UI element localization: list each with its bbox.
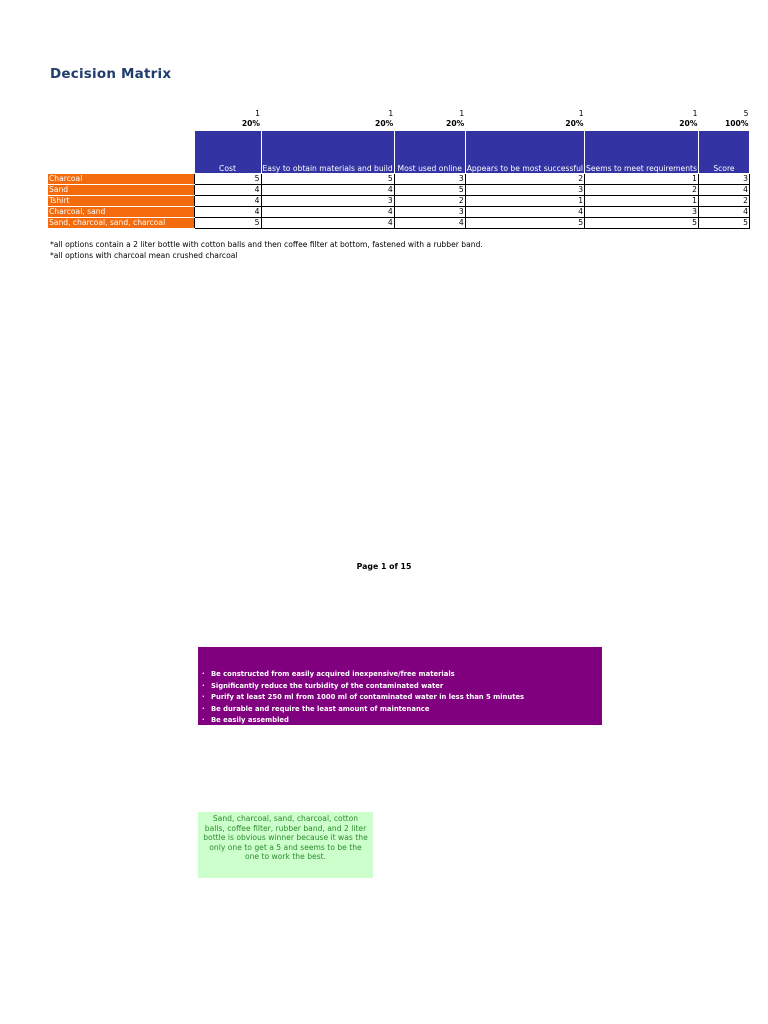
bullet-icon: · — [202, 681, 205, 690]
bullet-icon: · — [202, 716, 205, 724]
score-cell: 3 — [465, 185, 584, 196]
requirements-list — [202, 669, 602, 727]
weight-cell: 1 — [255, 109, 260, 118]
weight-cell: 1 — [388, 109, 394, 118]
weights-row — [48, 107, 749, 119]
weight-cell: 5 — [743, 109, 749, 118]
option-label: Sand, charcoal, sand, charcoal — [48, 218, 194, 229]
total-score-cell: 4 — [698, 207, 749, 218]
header-most-used-online: Most used online — [394, 131, 465, 174]
score-cell: 3 — [261, 196, 394, 207]
header-cost: Cost — [194, 131, 261, 174]
total-score-cell: 4 — [698, 185, 749, 196]
page-number: Page 1 of 15 — [356, 562, 412, 571]
requirement-text: Be easily assembled — [211, 716, 289, 724]
score-cell: 1 — [465, 196, 584, 207]
score-cell: 4 — [394, 218, 465, 229]
requirement-text: Be constructed from easily acquired inexpensive/free materials — [211, 670, 455, 678]
requirement-text: Purify at least 250 ml from 1000 ml of contaminated water in less than 5 minutes — [211, 693, 525, 701]
percent-cell: 100% — [724, 119, 749, 128]
page-title: Decision Matrix — [50, 66, 172, 82]
percent-cell: 20% — [565, 119, 584, 128]
score-cell: 4 — [261, 207, 394, 218]
score-cell: 5 — [194, 174, 261, 185]
table-row — [48, 185, 749, 196]
percents-row — [48, 119, 749, 131]
score-cell: 3 — [394, 207, 465, 218]
header-meet-requirements: Seems to meet requirements — [585, 131, 699, 174]
percent-cell: 20% — [375, 119, 394, 128]
decision-matrix-table — [48, 107, 750, 229]
header-score: Score — [698, 131, 749, 174]
score-cell: 2 — [394, 196, 465, 207]
table-row — [48, 174, 749, 185]
requirement-text: Significantly reduce the turbidity of the contaminated water — [211, 681, 444, 690]
percent-cell: 20% — [446, 119, 465, 128]
percent-cell: 20% — [679, 119, 698, 128]
requirements-box — [198, 647, 602, 725]
header-most-successful: Appears to be most successful — [465, 131, 584, 174]
footnotes — [50, 240, 483, 261]
score-cell: 5 — [394, 185, 465, 196]
score-cell: 4 — [194, 196, 261, 207]
header-easy-to-obtain: Easy to obtain materials and build — [261, 131, 394, 174]
score-cell: 5 — [465, 218, 584, 229]
list-item — [202, 715, 602, 727]
total-score-cell: 5 — [698, 218, 749, 229]
total-score-cell: 3 — [698, 174, 749, 185]
footnote: *all options contain a 2 liter bottle with cotton balls and then coffee filter at bottom, fastened with a rubber band. — [50, 240, 483, 249]
score-cell: 5 — [194, 218, 261, 229]
score-cell: 4 — [261, 185, 394, 196]
score-cell: 1 — [585, 174, 699, 185]
criteria-header-row — [48, 131, 749, 174]
score-cell: 5 — [585, 218, 699, 229]
bullet-icon: · — [202, 693, 205, 701]
percent-cell: 20% — [241, 119, 260, 128]
score-cell: 3 — [585, 207, 699, 218]
option-label: Charcoal — [48, 174, 194, 185]
score-cell: 2 — [465, 174, 584, 185]
score-cell: 4 — [465, 207, 584, 218]
option-label: Charcoal, sand — [48, 207, 194, 218]
table-row — [48, 207, 749, 218]
list-item — [202, 681, 602, 693]
weight-cell: 1 — [578, 109, 584, 118]
table-row — [48, 218, 749, 229]
conclusion-box: Sand, charcoal, sand, charcoal, cotton balls, coffee filter, rubber band, and 2 liter bottle is obvious winner because it was the only one to get a 5 and seems to be the one to work the best. — [198, 812, 373, 878]
score-cell: 4 — [194, 185, 261, 196]
score-cell: 5 — [261, 174, 394, 185]
score-cell: 3 — [394, 174, 465, 185]
score-cell: 2 — [585, 185, 699, 196]
score-cell: 4 — [261, 218, 394, 229]
bullet-icon: · — [202, 704, 205, 713]
requirement-text: Be durable and require the least amount of maintenance — [211, 704, 430, 713]
weight-cell: 1 — [692, 109, 698, 118]
score-cell: 4 — [194, 207, 261, 218]
option-label: Tshirt — [48, 196, 194, 207]
list-item — [202, 692, 602, 704]
option-label: Sand — [48, 185, 194, 196]
table-row — [48, 196, 749, 207]
list-item — [202, 669, 602, 681]
bullet-icon: · — [202, 670, 205, 678]
total-score-cell: 2 — [698, 196, 749, 207]
list-item — [202, 704, 602, 716]
footnote: *all options with charcoal mean crushed charcoal — [50, 250, 238, 260]
weight-cell: 1 — [459, 109, 465, 118]
score-cell: 1 — [585, 196, 699, 207]
